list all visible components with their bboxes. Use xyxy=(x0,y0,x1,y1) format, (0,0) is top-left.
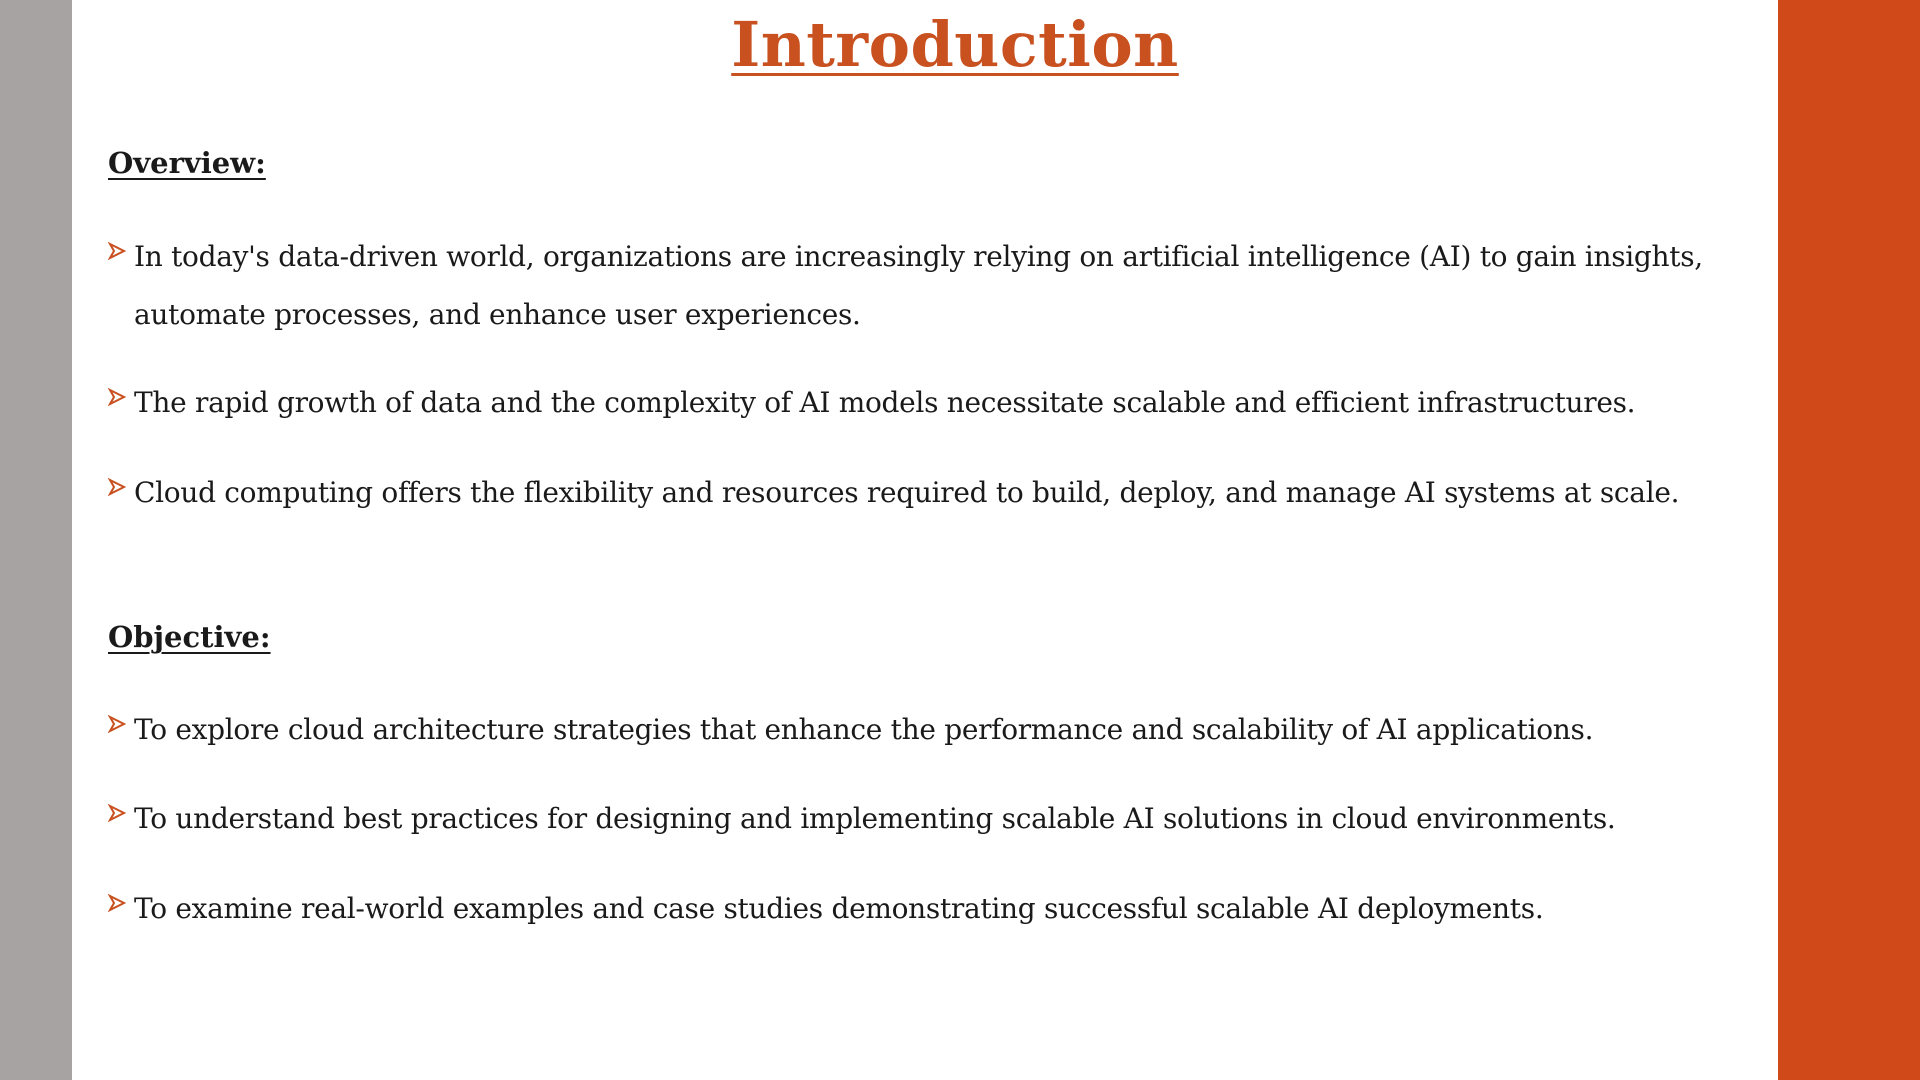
objective-heading: Objective: xyxy=(108,620,271,654)
objective-bullet-3 xyxy=(108,880,1758,938)
right-side-bar xyxy=(1778,0,1920,1080)
overview-bullet-text: Cloud computing offers the flexibility and resources required to build, deploy, and manage AI systems at scale. xyxy=(134,476,1680,509)
arrow-right-icon xyxy=(108,715,134,733)
objective-bullet-text: To explore cloud architecture strategies that enhance the performance and scalability of AI applications. xyxy=(134,713,1594,746)
objective-bullet-2 xyxy=(108,790,1758,848)
slide-title: Introduction xyxy=(731,8,1179,81)
arrow-right-icon xyxy=(108,804,134,822)
arrow-right-icon xyxy=(108,894,134,912)
overview-bullet-2 xyxy=(108,374,1758,432)
objective-bullet-1 xyxy=(108,701,1758,759)
overview-heading: Overview: xyxy=(108,146,266,180)
arrow-right-icon xyxy=(108,388,134,406)
arrow-right-icon xyxy=(108,478,134,496)
objective-bullet-text: To examine real-world examples and case studies demonstrating successful scalable AI deployments. xyxy=(134,892,1544,925)
objective-bullet-text: To understand best practices for designing and implementing scalable AI solutions in cloud environments. xyxy=(134,802,1616,835)
arrow-right-icon xyxy=(108,242,134,260)
overview-bullet-1 xyxy=(108,228,1758,344)
overview-bullet-text: In today's data-driven world, organizations are increasingly relying on artificial intelligence (AI) to gain insights, automate processes, and enhance user experiences. xyxy=(134,240,1703,331)
overview-bullet-text: The rapid growth of data and the complexity of AI models necessitate scalable and efficient infrastructures. xyxy=(134,386,1636,419)
overview-bullet-3 xyxy=(108,464,1758,522)
slide-content xyxy=(108,0,1758,1080)
left-side-bar xyxy=(0,0,72,1080)
